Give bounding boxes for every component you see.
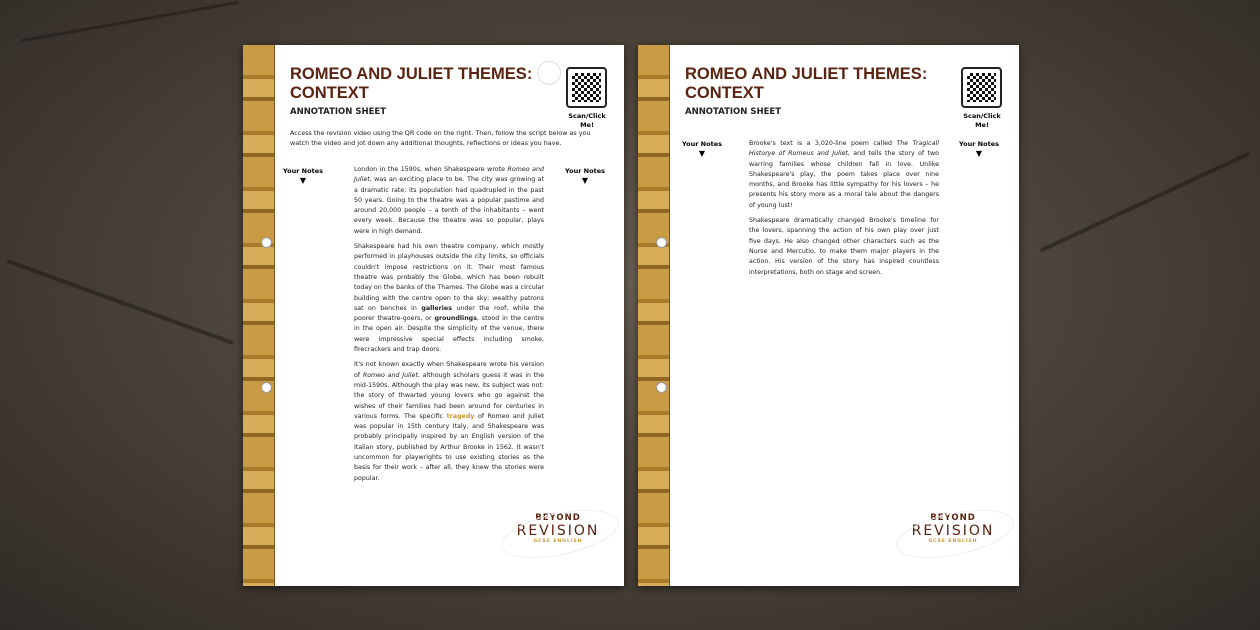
decorative-faces-strip [243, 45, 275, 586]
punch-hole [261, 382, 272, 393]
worksheet-page-1 [243, 45, 624, 586]
arrow-down-icon: ▼ [581, 176, 589, 185]
arrow-down-icon: ▼ [299, 176, 307, 185]
page-subtitle: ANNOTATION SHEET [685, 107, 781, 117]
decorative-faces-strip [638, 45, 670, 586]
punch-hole [656, 237, 667, 248]
qr-code[interactable] [566, 67, 607, 108]
paragraph: Shakespeare had his own theatre company, which mostly performed in playhouses outside the city limits, so officials couldn't impose restrictions on it. Their most famous theatre was probably the Globe, which has been rebuilt today on the banks of the Thames. The Globe was a circular building with the centre open to the sky; wealthy patrons sat on benches in galleries under the roof, while the poorer theatre-goers, or groundlings, stood in the centre in the open air. Despite the simplicity of the venue, there were impressive special effects including smoke, firecrackers and trap doors. [354, 243, 544, 354]
page-title: ROMEO AND JULIET THEMES: CONTEXT [685, 65, 928, 102]
background-line [21, 1, 238, 42]
your-notes-left: Your Notes ▼ [677, 140, 727, 158]
paragraph: Brooke's text is a 3,020-line poem called The Tragicall Historye of Romeus and Juliet, and tells the story of two warring families whose children fall in love. Unlike Shakespeare's play, the poem takes place over nine months, and Brooke has little sympathy for his lovers – he presents his story more as a moral tale about the dangers of young lust! [749, 140, 939, 209]
background-line [7, 259, 234, 345]
body-text [749, 139, 939, 283]
qr-label[interactable]: Scan/Click Me! [963, 112, 1001, 129]
your-notes-right: Your Notes ▼ [560, 167, 610, 185]
background-line [1040, 152, 1250, 253]
intro-text: Access the revision video using the QR code on the right. Then, follow the script below as you watch the video and jot down any additional thoughts, reflections or ideas you have. [290, 129, 591, 147]
paragraph: London in the 1590s, when Shakespeare wrote Romeo and Juliet, was an exciting place to be. The city was growing at a dramatic rate; its population had quadrupled in the past 50 years. Going to the theatre was a popular pastime and around 20,000 people – a tenth of the inhabitants – went every week. Because the theatre was so popular, plays were in high demand. [354, 166, 544, 235]
beyond-revision-logo: BEYOND REVISION GCSE ENGLISH [508, 513, 608, 544]
page-title: ROMEO AND JULIET THEMES: CONTEXT [290, 65, 533, 102]
paragraph: Shakespeare dramatically changed Brooke's timeline for the lovers, spanning the action of his own play over just five days. He also changed other characters such as the Nurse and Mercutio, to make them major players in the action. His version of the story has inspired countless interpretations, both on stage and screen. [749, 217, 939, 276]
beyond-revision-logo: BEYOND REVISION GCSE ENGLISH [903, 513, 1003, 544]
punch-hole [656, 382, 667, 393]
qr-code[interactable] [961, 67, 1002, 108]
page-subtitle: ANNOTATION SHEET [290, 107, 386, 117]
arrow-down-icon: ▼ [975, 149, 983, 158]
qr-label[interactable]: Scan/Click Me! [568, 112, 606, 129]
your-notes-right: Your Notes ▼ [954, 140, 1004, 158]
worksheet-page-2 [638, 45, 1019, 586]
your-notes-left: Your Notes ▼ [278, 167, 328, 185]
decorative-circle [537, 61, 561, 85]
paragraph: It's not known exactly when Shakespeare wrote his version of Romeo and Juliet, although scholars guess it was in the mid-1590s. Although the play was new, its subject was not: the story of thwarted young lovers who go against the wishes of their families had been around for centuries in various forms. The specific tragedy of Romeo and Juliet was popular in 15th century Italy, and Shakespeare was probably principally inspired by an English version of the Italian story, published by Arthur Brooke in 1562. It wasn't uncommon for playwrights to use existing stories as the basis for their work – after all, they knew the stories were popular. [354, 361, 544, 482]
punch-hole [261, 237, 272, 248]
body-text [354, 165, 544, 489]
arrow-down-icon: ▼ [698, 149, 706, 158]
keyword-tragedy: tragedy [446, 412, 475, 420]
